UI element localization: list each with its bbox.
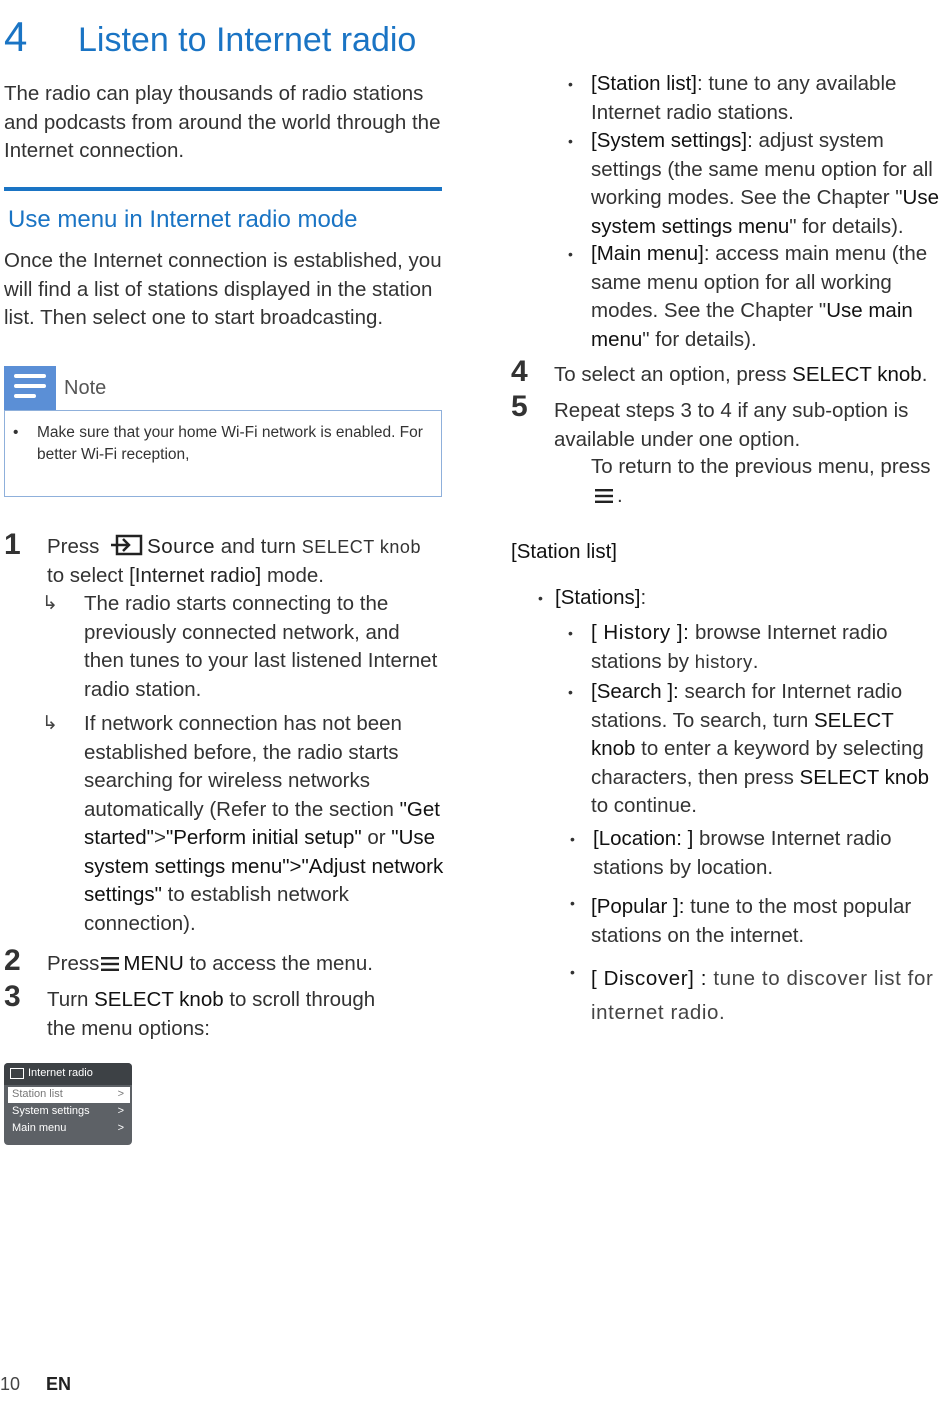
step1-source: Source [147,535,216,558]
step1-press: Press [47,535,100,558]
option-main-menu: [Main menu]: access main menu (the same menu option for all working modes. See the Chapter "Use main menu" for details). [591,242,928,351]
step3-turn: Turn [47,988,89,1011]
device-menu-item: Main menu > [12,1122,124,1134]
bullet-icon: • [568,625,573,641]
bullet-icon: • [568,684,573,700]
bullet-icon: • [13,424,19,441]
note-icon [4,366,56,410]
step3-rest: to scroll through the menu options: [47,988,376,1040]
option-station-list: [Station list]: tune to any available Internet radio stations. [591,72,897,124]
step-1 [47,533,447,590]
chapter-number: 4 [4,13,28,60]
step1-result-2 [42,710,442,940]
bullet-icon: • [538,590,543,606]
result-2-text [84,710,444,938]
step1-and-turn: and turn [220,535,297,558]
note-text: Make sure that your home Wi-Fi network is enabled. For better Wi-Fi reception, [37,424,423,463]
result-2b: "Get started" [84,797,440,849]
chapter-title: Listen to Internet radio [78,21,417,59]
history-item: [ History ]: browse Internet radio stations by history. [591,621,888,673]
step-5-return: To return to the previous menu, press . [591,455,931,507]
step1-result-1 [42,590,442,700]
intro-paragraph: The radio can play thousands of radio stations and podcasts from around the world through the Internet connection. [4,82,441,162]
device-screen-header [4,1063,132,1085]
bullet-icon: • [568,76,573,92]
device-menu-item: System settings > [12,1105,124,1117]
bullet-icon: • [570,895,575,911]
page-number: 10 [0,1374,21,1394]
step-number-5: 5 [511,390,528,423]
step-number-4: 4 [511,355,528,388]
result-arrow-icon: ↳ [42,593,58,614]
language-label: EN [46,1374,72,1394]
result-2g: to establish network connection). [84,883,349,935]
step-3 [47,986,397,1043]
menu-icon [595,489,613,503]
section-title: Use menu in Internet radio mode [8,206,358,233]
note-label: Note [64,377,107,399]
stations-item: [Stations]: [555,586,647,609]
location-item: [Location: ] browse Internet radio stations by location. [593,827,892,879]
step1-mode-name: [Internet radio] [129,563,262,587]
bullet-icon: • [568,133,573,149]
result-1-text: The radio starts connecting to the previously connected network, and then tunes to your last listened Internet radio station. [84,592,438,701]
bullet-icon: • [568,246,573,262]
step2-press: Press [47,952,100,975]
discover-item: [ Discover] : tune to discover list for internet radio. [591,967,934,1024]
step-5: Repeat steps 3 to 4 if any sub-option is available under one option. [554,399,909,451]
step-4: To select an option, press SELECT knob. [554,363,928,386]
section-paragraph: Once the Internet connection is established, you will find a list of stations displayed in the station list. Then select one to start broadcasting. [4,249,442,329]
step-number-2: 2 [4,944,21,977]
popular-item: [Popular ]: tune to the most popular stations on the internet. [591,895,912,947]
step2-rest: to access the menu. [189,952,373,975]
step-number-1: 1 [4,528,21,561]
menu-icon [101,957,119,971]
result-2e: or [367,826,386,849]
source-icon [109,534,143,556]
device-menu-item: Station list > [8,1087,130,1103]
step-2 [47,950,447,979]
result-2f: "Use system settings menu">"Adjust network settings" [84,826,444,906]
step2-menu: MENU [123,952,184,975]
result-arrow-icon: ↳ [42,713,58,734]
result-2c: > [153,826,166,849]
step-number-3: 3 [4,980,21,1013]
bullet-icon: • [570,831,575,847]
station-list-heading: [Station list] [511,540,617,563]
step1-to-select: to select [47,563,124,587]
list-icon [10,1068,24,1079]
bullet-icon: • [570,964,575,980]
note-box [4,410,442,497]
step1-mode: mode. [266,563,324,587]
result-2a: If network connection has not been established before, the radio starts searching for wireless networks automatically (Refer to the section [84,712,402,821]
option-system-settings: [System settings]: adjust system settings (the same menu option for all working modes. See the Chapter "Use system settings menu" for details). [591,129,939,238]
search-item: [Search ]: search for Internet radio stations. To search, turn SELECT knob to enter a keyword by selecting characters, then press SELECT knob to continue. [591,680,930,817]
result-2d: "Perform initial setup" [165,826,362,849]
step3-knob: SELECT knob [94,988,224,1011]
device-screen-title: Internet radio [28,1067,93,1079]
step1-select-knob: SELECT knob [301,537,421,557]
section-divider [4,187,442,191]
device-screen [4,1063,132,1145]
